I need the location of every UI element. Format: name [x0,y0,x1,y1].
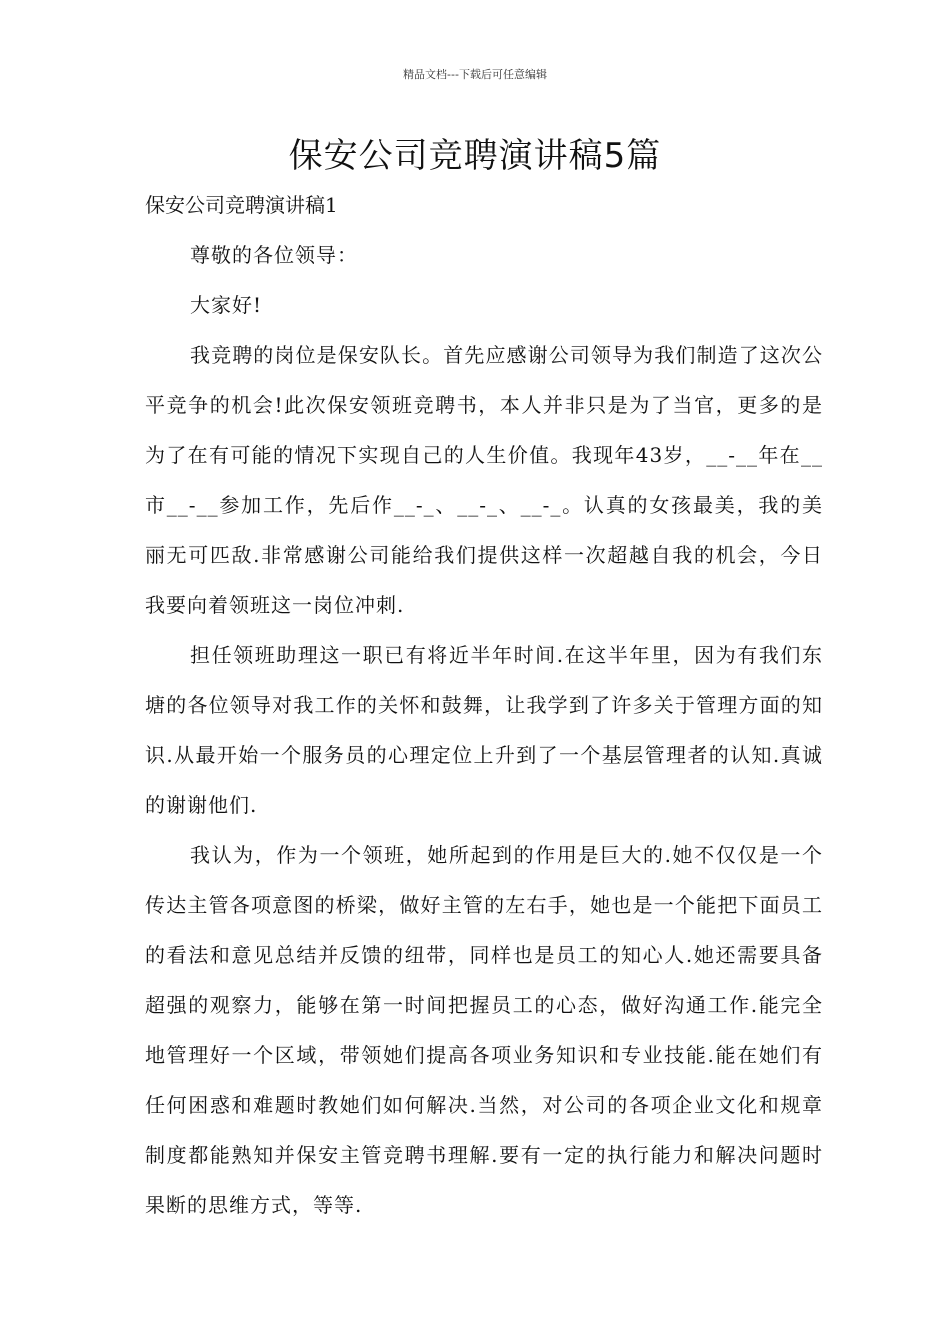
greeting: 大家好! [190,293,263,317]
paragraph: 我认为，作为一个领班，她所起到的作用是巨大的.她不仅仅是一个传达主管各项意图的桥梁，做好主管的左右手，她也是一个能把下面员工的看法和意见总结并反馈的纽带，同样也是员工的知心人.她还需要具备超强的观察力，能够在第一时间把握员工的心态，做好沟通工作.能完全地管理好一个区域，带领她们提高各项业务知识和专业技能.能在她们有任何困惑和难题时教她们如何解决.当然，对公司的各项企业文化和规章制度都能熟知并保安主管竞聘书理解.要有一定的执行能力和解决问题时果断的思维方式，等等. [145,843,823,1217]
paragraph: 担任领班助理这一职已有将近半年时间.在这半年里，因为有我们东塘的各位领导对我工作的关怀和鼓舞，让我学到了许多关于管理方面的知识.从最开始一个服务员的心理定位上升到了一个基层管理者的认知.真诚的谢谢他们. [145,643,823,817]
document-title: 保安公司竞聘演讲稿5篇 [288,136,662,176]
salutation: 尊敬的各位领导： [190,243,358,267]
header-note: 精品文档---下载后可任意编辑 [403,68,547,81]
document-body [145,180,823,1230]
section-subtitle: 保安公司竞聘演讲稿1 [145,193,338,217]
paragraph: 我竞聘的岗位是保安队长。首先应感谢公司领导为我们制造了这次公平竞争的机会!此次保安领班竞聘书，本人并非只是为了当官，更多的是为了在有可能的情况下实现自己的人生价值。我现年43岁，__-__年在__市__-__参加工作，先后作__-_、__-_、__-_。认真的女孩最美，我的美丽无可匹敌.非常感谢公司能给我们提供这样一次超越自我的机会，今日我要向着领班这一岗位冲刺. [145,343,823,617]
